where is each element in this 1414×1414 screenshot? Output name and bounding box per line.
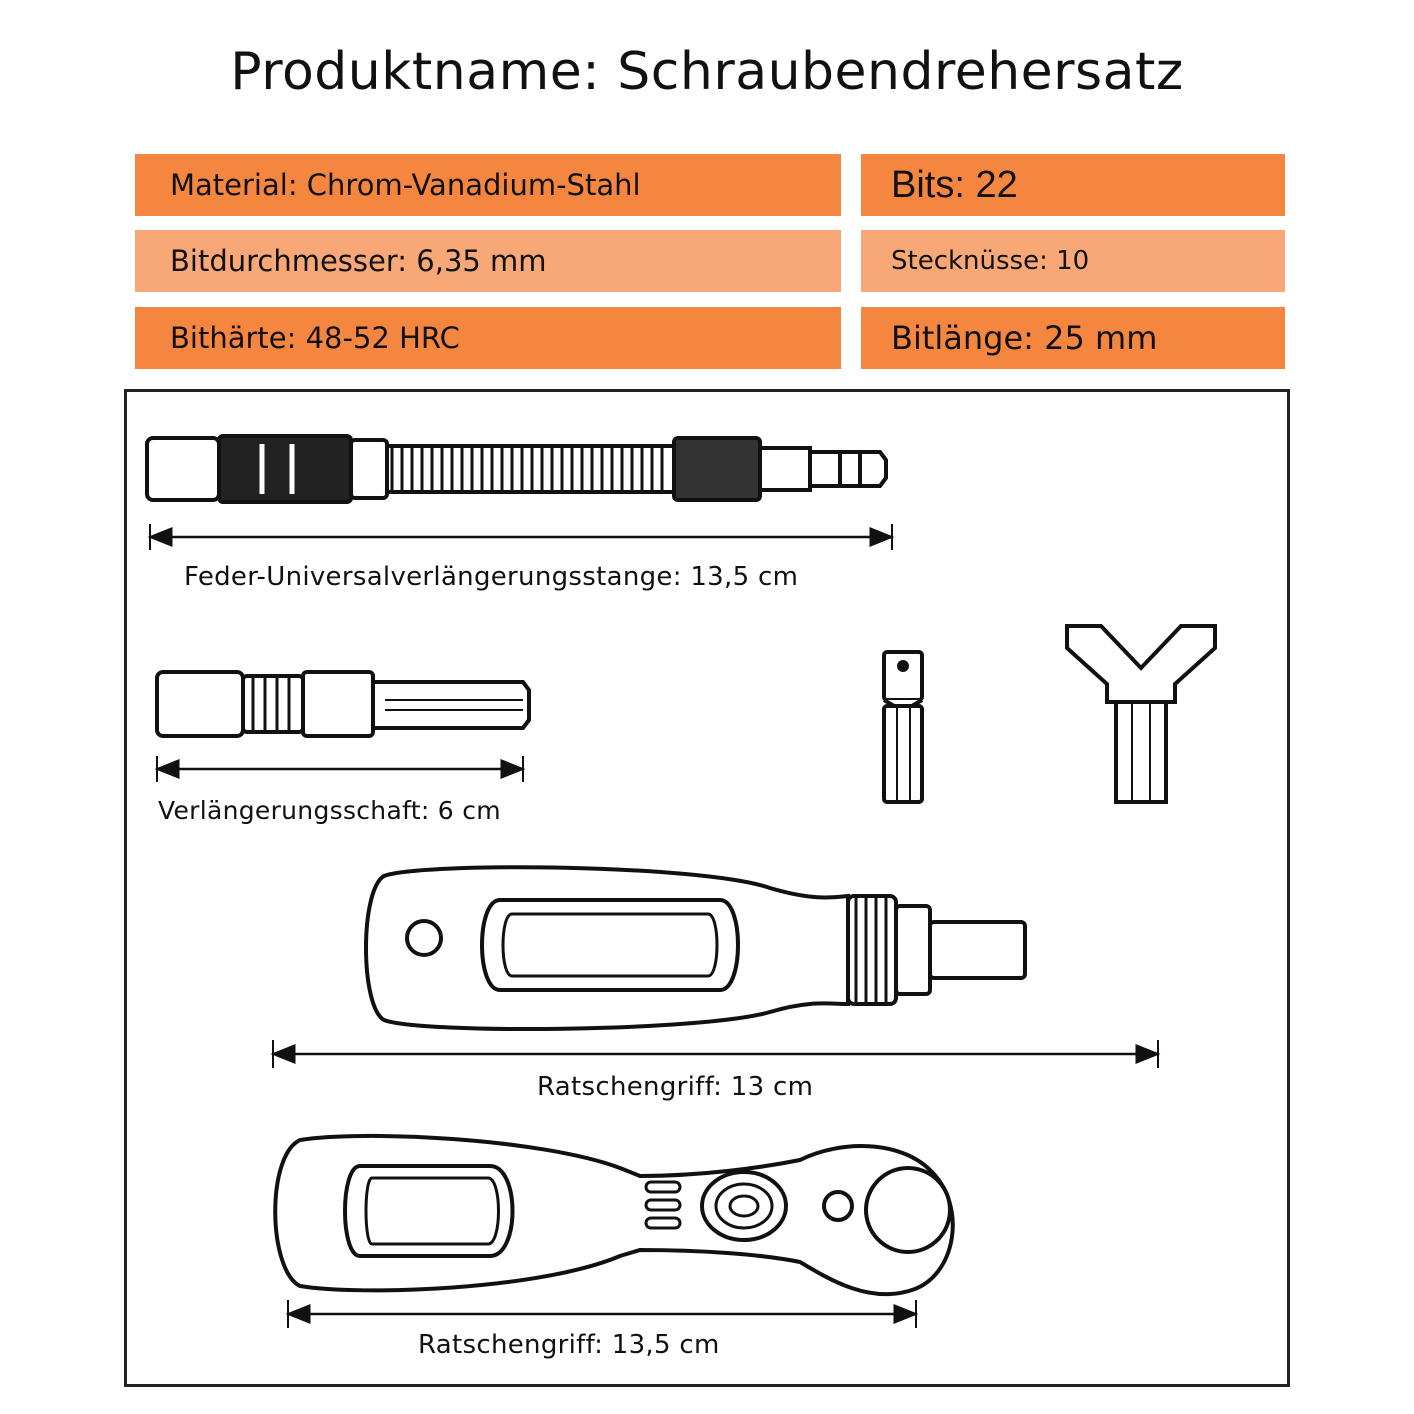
ratchet-handle-1-label: Ratschengriff: 13 cm — [537, 1072, 814, 1102]
ratchet-handle-icon — [366, 867, 1025, 1029]
spec-bits: Bits: 22 — [861, 154, 1285, 216]
ratchet-wrench-icon — [275, 1136, 953, 1294]
extension-shaft-icon — [157, 672, 529, 736]
page-title: Produktname: Schraubendrehersatz — [230, 42, 1184, 102]
spec-bit-length: Bitlänge: 25 mm — [861, 307, 1285, 369]
ratchet-handle-2-label: Ratschengriff: 13,5 cm — [418, 1330, 720, 1360]
spec-bit-diameter: Bitdurchmesser: 6,35 mm — [135, 230, 841, 292]
spec-material: Material: Chrom-Vanadium-Stahl — [135, 154, 841, 216]
spec-sockets: Stecknüsse: 10 — [861, 230, 1285, 292]
socket-adapter-icon — [884, 652, 922, 802]
extension-shaft-label: Verlängerungsschaft: 6 cm — [158, 796, 501, 825]
flex-extension-icon — [147, 436, 886, 502]
y-wrench-icon — [1067, 626, 1215, 802]
flex-extension-label: Feder-Universalverlängerungsstange: 13,5 cm — [184, 562, 799, 592]
spec-bit-hardness: Bithärte: 48-52 HRC — [135, 307, 841, 369]
